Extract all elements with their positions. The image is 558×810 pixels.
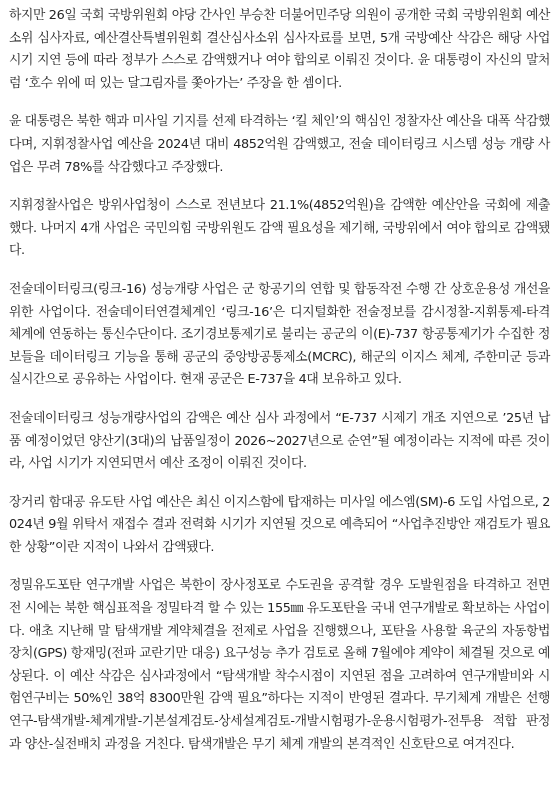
article-paragraph-4: 전술데이터링크(링크-16) 성능개량 사업은 군 항공기의 연합 및 합동작전 수행 간 상호운용성 개선을 위한 사업이다. 전술데이터연결체계인 ‘링크-16’은 디지털화한 전술정보를 감시정찰-지휘통제-타격 체계에 연동하는 통신수단이다. 조기경보통제기로 불리는 공군의 이(E)-737 항공통제기가 수집한 정보들을 데이터링크 기능을 통해 공군의 중앙방공통제소(MCRC), 해군의 이지스 체계, 주한미군 등과 실시간으로 공유하는 사업이다. 현재 공군은 E-737을 4대 보유하고 있다. bbox=[9, 281, 550, 388]
article-paragraph-6: 장거리 함대공 유도탄 사업 예산은 최신 이지스함에 탑재하는 미사일 에스엠(SM)-6 도입 사업으로, 2024년 9월 위탁서 재접수 결과 전력화 시기가 지연될 것으로 예측되어 “사업추진방안 재검토가 필요한 상황”이란 지적이 나와서 감액됐다. bbox=[9, 494, 550, 555]
article-paragraph-3: 지휘정찰사업은 방위사업청이 스스로 전년보다 21.1%(4852억원)을 감액한 예산안을 국회에 제출했다. 나머지 4개 사업은 국민의힘 국방위원도 감액 필요성을 제기해, 국방위에서 여야 합의로 감액됐다. bbox=[9, 198, 550, 259]
article-paragraph-7: 정밀유도포탄 연구개발 사업은 북한이 장사정포로 수도권을 공격할 경우 도발원점을 타격하고 전면전 시에는 북한 핵심표적을 정밀타격 할 수 있는 155㎜ 유도포탄을 국내 연구개발로 확보하는 사업이다. 애초 지난해 말 탐색개발 계약체결을 전제로 사업을 진행했으나, 포탄을 사용할 육군의 자동항법장치(GPS) 항재밍(전파 교란기만 대응) 요구성능 추가 검토로 올해 7월에야 계약이 체결될 것으로 예상된다. 이 예산 삭감은 심사과정에서 “탐색개발 착수시점이 지연된 점을 고려하여 연구개발비와 시험연구비는 50%인 38억 8300만원 감액 필요”하다는 지적이 반영된 결과다. 무기체계 개발은 선행연구-탐색개발-체계개발-기본설계검토-상세설계검토-개발시험평가-운용시험평가-전투용 적합 판정과 양산-실전배치 과정을 거친다. 탐색개발은 무기 체계 개발의 본격적인 신호탄으로 여겨진다. bbox=[9, 578, 550, 752]
article-body bbox=[0, 5, 558, 756]
article-paragraph-2: 윤 대통령은 북한 핵과 미사일 기지를 선제 타격하는 ‘킬 체인’의 핵심인 정찰자산 예산을 대폭 삭감했다며, 지휘정찰사업 예산을 2024년 대비 4852억원 감액했고, 전술 데이터링크 시스템 성능 개량 사업은 무려 78%를 삭감했다고 주장했다. bbox=[9, 114, 550, 175]
article-paragraph-1: 하지만 26일 국회 국방위원회 야당 간사인 부승찬 더불어민주당 의원이 공개한 국회 국방위원회 예산소위 심사자료, 예산결산특별위원회 결산심사소위 심사자료를 보면, 5개 국방예산 삭감은 해당 사업 시기 지연 등에 따라 정부가 스스로 감액했거나 여야 합의로 이뤄진 것이다. 윤 대통령이 자신의 말처럼 ‘호수 위에 떠 있는 달그림자를 쫓아가는’ 주장을 한 셈이다. bbox=[9, 8, 550, 91]
article-paragraph-5: 전술데이터링크 성능개량사업의 감액은 예산 심사 과정에서 “E-737 시제기 개조 지연으로 ’25년 납품 예정이었던 양산기(3대)의 납품일정이 2026~2027년으로 순연”될 예정이라는 지적에 따른 것이라, 사업 시기가 지연되면서 예산 조정이 이뤄진 것이다. bbox=[9, 410, 550, 472]
